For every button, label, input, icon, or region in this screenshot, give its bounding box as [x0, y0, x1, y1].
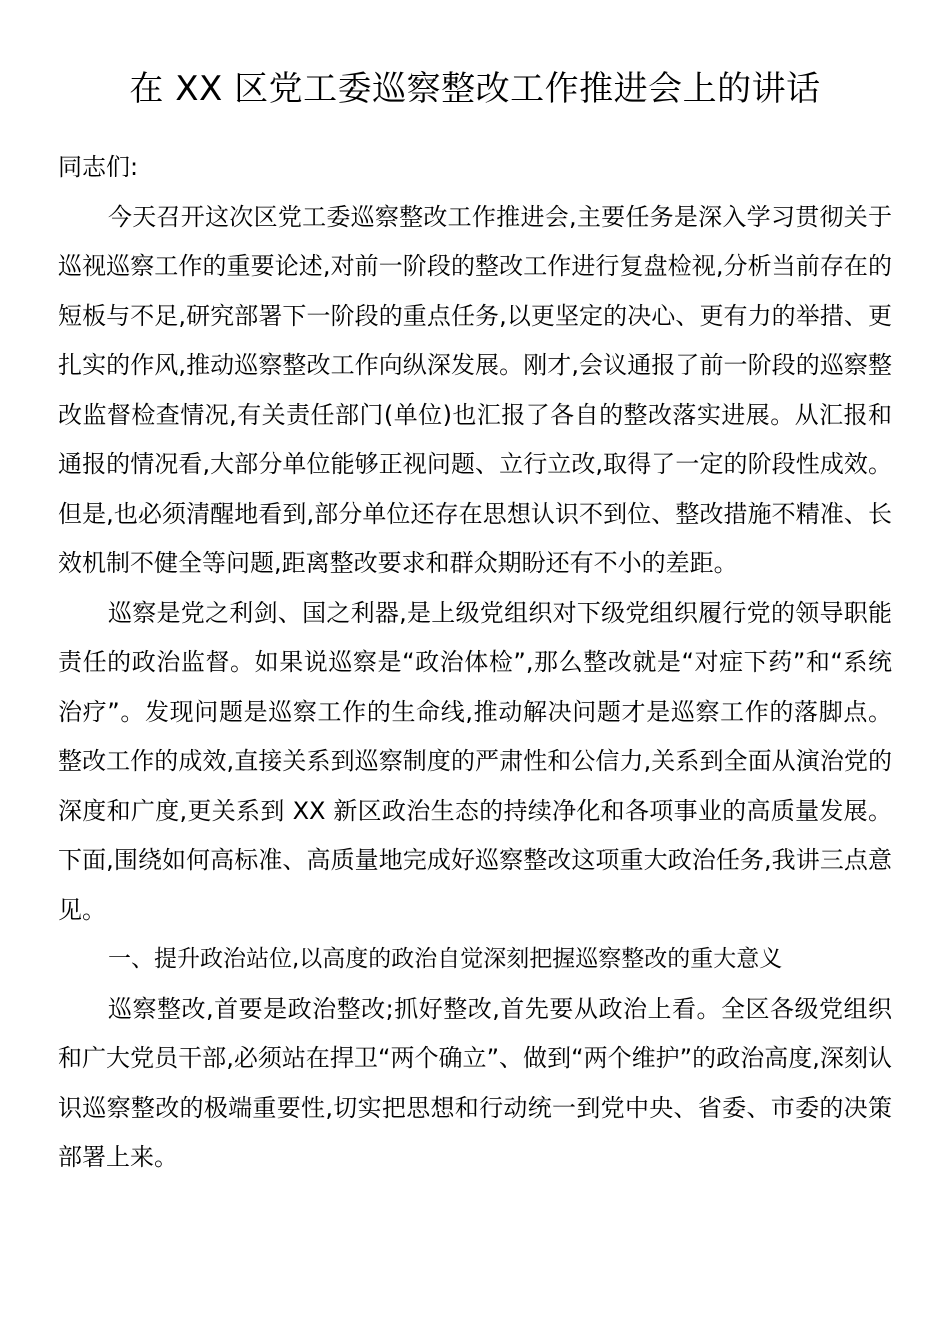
paragraph-significance: 巡察是党之利剑、国之利器,是上级党组织对下级党组织履行党的领导职能责任的政治监督。如果说巡察是“政治体检”,那么整改就是“对症下药”和“系统治疗”。发现问题是巡察工作的生命线,推动解决问题才是巡察工作的落脚点。整改工作的成效,直接关系到巡察制度的严肃性和公信力,关系到全面从演治党的深度和广度,更关系到 XX 新区政治生态的持续净化和各项事业的高质量发展。下面,围绕如何高标准、高质量地完成好巡察整改这项重大政治任务,我讲三点意见。	[58, 598, 892, 924]
section-heading: 一、提升政治站位,以高度的政治自觉深刻把握巡察整改的重大意义	[108, 946, 783, 972]
paragraph-intro: 今天召开这次区党工委巡察整改工作推进会,主要任务是深入学习贯彻关于巡视巡察工作的重要论述,对前一阶段的整改工作进行复盘检视,分析当前存在的短板与不足,研究部署下一阶段的重点任务,以更坚定的决心、更有力的举措、更扎实的作风,推动巡察整改工作向纵深发展。刚才,会议通报了前一阶段的巡察整改监督检查情况,有关责任部门(单位)也汇报了各自的整改落实进展。从汇报和通报的情况看,大部分单位能够正视问题、立行立改,取得了一定的阶段性成效。但是,也必须清醒地看到,部分单位还存在思想认识不到位、整改措施不精准、长效机制不健全等问题,距离整改要求和群众期盼还有不小的差距。	[58, 202, 892, 577]
document-title: 在 XX 区党工委巡察整改工作推进会上的讲话	[129, 69, 821, 109]
section-paragraph: 巡察整改,首要是政治整改;抓好整改,首先要从政治上看。全区各级党组织和广大党员干部,必须站在捍卫“两个确立”、做到“两个维护”的政治高度,深刻认识巡察整改的极端重要性,切实把思想和行动统一到党中央、省委、市委的决策部署上来。	[58, 994, 892, 1171]
salutation: 同志们:	[58, 153, 139, 181]
document-body	[58, 143, 892, 1183]
